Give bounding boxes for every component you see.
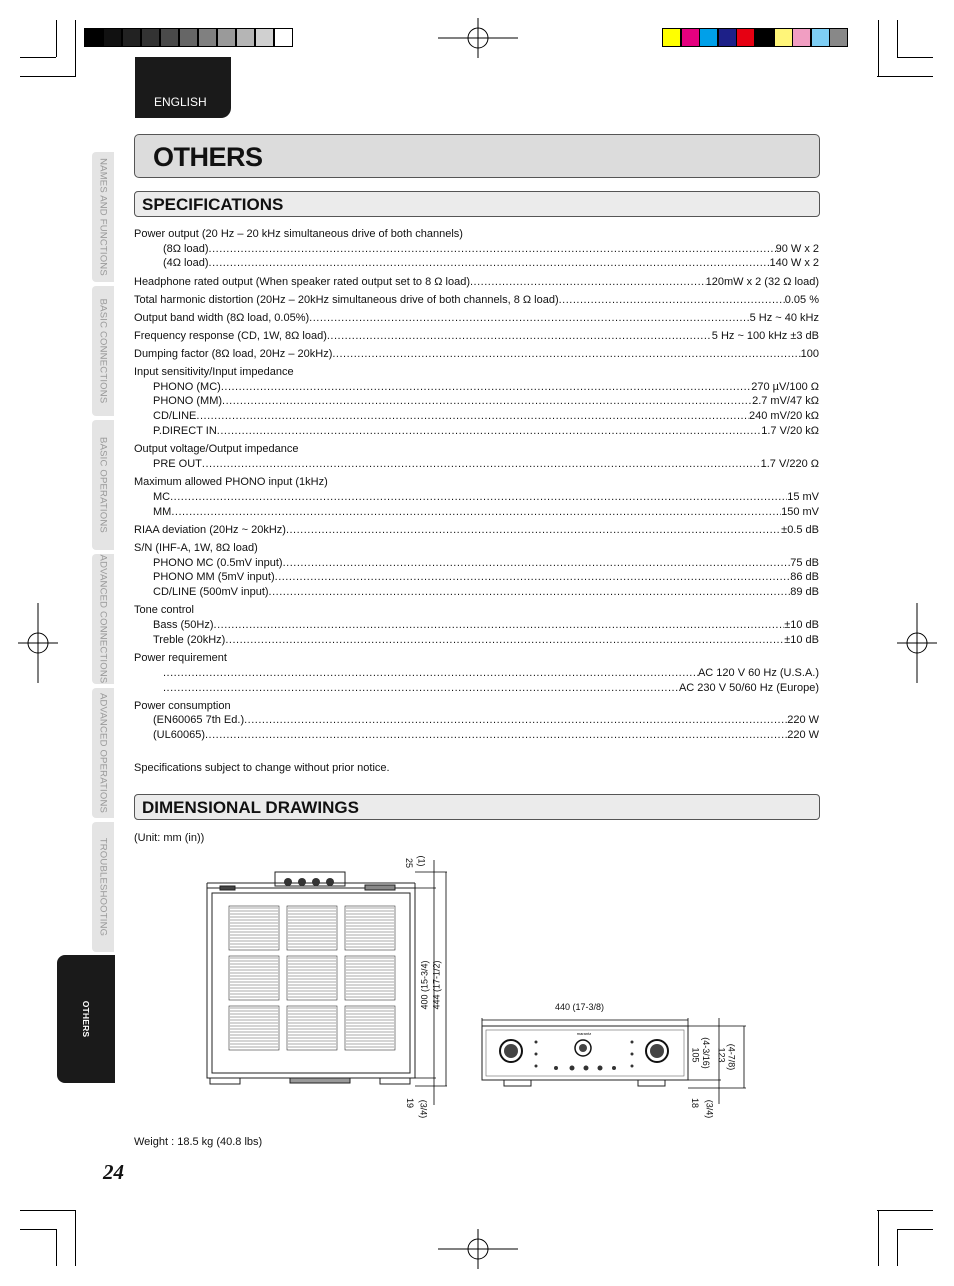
dim-25-in-label: (1) [416,855,427,867]
power-consumption-title: Power consumption [134,700,231,712]
page-title: OTHERS [153,142,263,172]
dim-18-label: 18 [690,1097,701,1109]
dimensional-heading-box [134,794,820,820]
spec-label: PHONO (MM) [153,395,223,407]
language-label: ENGLISH [154,95,207,109]
spec-row [153,424,819,438]
color-swatch [681,28,700,47]
spec-value: 0.05 % [784,294,819,306]
sn-title: S/N (IHF-A, 1W, 8Ω load) [134,542,258,554]
side-tab-others[interactable] [57,955,115,1083]
spec-label: MM [153,506,172,518]
gray-swatch [198,28,217,47]
registration-target-left [18,603,58,683]
side-tab-label: BASIC OPERATIONS [97,437,109,533]
spec-label: PHONO MC (0.5mV input) [153,557,283,569]
spec-row [163,681,819,695]
spec-value: 90 W x 2 [775,243,819,255]
side-tab-label: ADVANCED CONNECTIONS [97,554,109,684]
dim-19-in-label: (3/4) [418,1099,429,1119]
color-swatch [774,28,793,47]
front-brand-text: marantz [576,1031,592,1036]
spec-row [163,242,819,256]
spec-value: 89 dB [790,586,819,598]
page-number: 24 [103,1160,124,1184]
side-tab-advanced-operations[interactable] [92,688,114,818]
color-swatch [718,28,737,47]
spec-value: 86 dB [790,571,819,583]
spec-row [153,380,819,394]
spec-row [153,618,819,632]
side-tab-label: BASIC CONNECTIONS [97,298,109,404]
dim-444-label: 444 (17-1/2) [431,960,442,1010]
spec-label: Total harmonic distortion (20Hz – 20kHz simultaneous drive of both channels, 8 Ω load) [134,294,559,306]
spec-row [153,713,819,727]
spec-value: 140 W x 2 [769,257,819,269]
spec-row [134,311,819,325]
gray-swatch [179,28,198,47]
side-tab-basic-connections[interactable] [92,286,114,416]
dim-25-label: 25 [404,857,415,869]
spec-value: 5 Hz ~ 40 kHz [749,312,819,324]
spec-label: PHONO MM (5mV input) [153,571,275,583]
spec-row [153,394,819,408]
spec-value: ±10 dB [784,634,819,646]
spec-note: Specifications subject to change without prior notice. [134,762,390,774]
spec-label: (UL60065) [153,729,205,741]
dim-123-in-label: (4-7/8) [726,1043,737,1071]
color-swatch [811,28,830,47]
gray-swatch [217,28,236,47]
dim-105-label: 105 [690,1047,701,1063]
dim-19-label: 19 [405,1097,416,1109]
color-swatch [829,28,848,47]
spec-row [163,256,819,270]
dim-400-label: 400 (15-3/4) [419,960,430,1010]
spec-label: Headphone rated output (When speaker rated output set to 8 Ω load) [134,276,470,288]
gray-swatch [236,28,255,47]
specifications-heading: SPECIFICATIONS [142,195,284,214]
spec-value: ±0.5 dB [781,524,819,536]
gray-swatch [141,28,160,47]
side-tab-label: TROUBLESHOOTING [97,837,109,937]
color-swatch [755,28,774,47]
spec-label: Treble (20kHz) [153,634,226,646]
spec-label: Frequency response (CD, 1W, 8Ω load) [134,330,327,342]
spec-row [153,570,819,584]
tone-control-title: Tone control [134,604,194,616]
spec-value: ±10 dB [784,619,819,631]
side-tab-advanced-connections[interactable] [92,554,114,684]
spec-row [163,666,819,680]
spec-row [134,293,819,307]
spec-value: 270 µV/100 Ω [751,381,819,393]
spec-label: P.DIRECT IN [153,425,217,437]
gray-swatch [274,28,293,47]
color-swatch [699,28,718,47]
spec-label: (4Ω load) [163,257,209,269]
spec-row [153,505,819,519]
specifications-heading-box [134,191,820,217]
spec-row [153,728,819,742]
dim-440-label: 440 (17-3/8) [555,1002,605,1012]
spec-value: 240 mV/20 kΩ [749,410,819,422]
side-tab-names-and-functions[interactable] [92,152,114,282]
spec-label: (EN60065 7th Ed.) [153,714,245,726]
spec-label: CD/LINE [153,410,197,422]
spec-value: 5 Hz ~ 100 kHz ±3 dB [711,330,819,342]
spec-label: RIAA deviation (20Hz ~ 20kHz) [134,524,286,536]
spec-value: 150 mV [781,506,819,518]
dim-123-label: 123 [716,1047,727,1063]
spec-value: 220 W [787,714,819,726]
input-sensitivity-title: Input sensitivity/Input impedance [134,366,294,378]
spec-label: CD/LINE (500mV input) [153,586,269,598]
spec-row [153,585,819,599]
gray-swatch [84,28,103,47]
spec-label: MC [153,491,171,503]
spec-value: 75 dB [790,557,819,569]
weight-label: Weight : 18.5 kg (40.8 lbs) [134,1136,263,1148]
spec-row [153,409,819,423]
side-tab-label: OTHERS [81,1000,91,1038]
dimensional-heading: DIMENSIONAL DRAWINGS [142,798,359,817]
gray-swatch [103,28,122,47]
spec-label: Output band width (8Ω load, 0.05%) [134,312,310,324]
spec-label: PRE OUT [153,458,202,470]
spec-value: 15 mV [787,491,819,503]
side-tab-troubleshooting[interactable] [92,822,114,952]
color-swatch [736,28,755,47]
registration-target-bottom [438,1229,518,1269]
gray-swatch [160,28,179,47]
power-requirement-title: Power requirement [134,652,227,664]
spec-row [153,556,819,570]
registration-target-right [897,603,937,683]
dim-105-in-label: (4-3/16) [700,1037,711,1069]
color-swatch [662,28,681,47]
spec-value: 100 [800,348,819,360]
spec-label: Dumping factor (8Ω load, 20Hz – 20kHz) [134,348,333,360]
unit-label: (Unit: mm (in)) [134,832,205,844]
output-voltage-title: Output voltage/Output impedance [134,443,299,455]
spec-label: (8Ω load) [163,243,209,255]
spec-value: 2.7 mV/47 kΩ [752,395,819,407]
spec-value: AC 120 V 60 Hz (U.S.A.) [697,667,819,679]
spec-row [153,457,819,471]
dim-18-in-label: (3/4) [704,1099,715,1119]
spec-label: Bass (50Hz) [153,619,214,631]
registration-target-top [438,18,518,58]
gray-swatch [122,28,141,47]
side-tab-label: NAMES AND FUNCTIONS [97,158,109,276]
spec-value: 220 W [787,729,819,741]
spec-value: 1.7 V/220 Ω [760,458,819,470]
spec-row [134,523,819,537]
power-output-title: Power output (20 Hz – 20 kHz simultaneous drive of both channels) [134,228,463,240]
spec-label: PHONO (MC) [153,381,221,393]
language-tab [135,57,231,118]
page-title-box [134,134,820,178]
spec-row [134,347,819,361]
gray-swatch [255,28,274,47]
spec-value: AC 230 V 50/60 Hz (Europe) [678,682,819,694]
spec-row [134,329,819,343]
color-swatch [792,28,811,47]
spec-row [153,490,819,504]
spec-value: 120mW x 2 (32 Ω load) [705,276,819,288]
spec-value: 1.7 V/20 kΩ [761,425,819,437]
spec-row [153,633,819,647]
max-phono-title: Maximum allowed PHONO input (1kHz) [134,476,328,488]
spec-row [134,275,819,289]
side-tab-label: ADVANCED OPERATIONS [97,692,109,814]
side-tab-basic-operations[interactable] [92,420,114,550]
